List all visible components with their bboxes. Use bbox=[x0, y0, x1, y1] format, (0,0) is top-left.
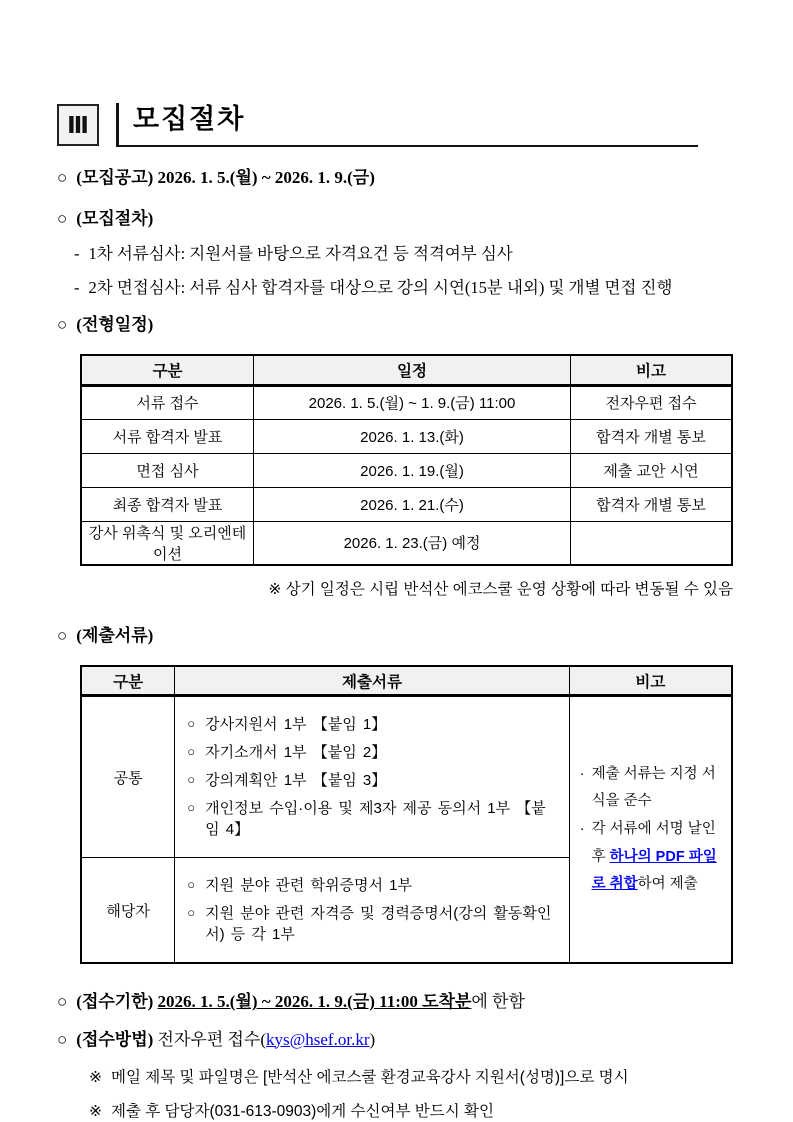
circle-bullet-icon: ○ bbox=[187, 772, 196, 788]
deadline-value: 2026. 1. 5.(월) ~ 2026. 1. 9.(금) 11:00 도착분 bbox=[157, 992, 472, 1012]
procedure-heading: (모집절차) bbox=[76, 209, 154, 229]
table-row bbox=[81, 487, 732, 521]
table-cell: 2026. 1. 21.(수) bbox=[254, 487, 571, 521]
circle-bullet-icon: ○ bbox=[57, 209, 68, 229]
method-label: (접수방법) bbox=[76, 1029, 154, 1049]
document-item-text: 자기소개서 1부 【붙임 2】 bbox=[205, 744, 387, 762]
circle-bullet-icon: ○ bbox=[187, 905, 196, 921]
table-cell: 전자우편 접수 bbox=[571, 385, 732, 419]
bullet-schedule bbox=[57, 314, 735, 335]
table-cell: 면접 심사 bbox=[81, 453, 254, 487]
dash-bullet-icon: - bbox=[74, 243, 80, 263]
document-item-text: 지원 분야 관련 자격증 및 경력증명서(강의 활동확인서) 등 각 1부 bbox=[205, 905, 552, 944]
table-cell bbox=[571, 521, 732, 565]
documents-header-category: 구분 bbox=[81, 666, 175, 696]
documents-table bbox=[80, 665, 733, 965]
schedule-heading: (전형일정) bbox=[76, 314, 154, 334]
schedule-table bbox=[80, 354, 733, 566]
circle-bullet-icon: ○ bbox=[57, 168, 68, 187]
table-row bbox=[81, 385, 732, 419]
deadline-label: (접수기한) bbox=[76, 992, 154, 1012]
table-row bbox=[81, 521, 732, 565]
document-item-text: 강의계획안 1부 【붙임 3】 bbox=[205, 772, 387, 790]
document-item-text: 개인정보 수입·이용 및 제3자 제공 동의서 1부 【붙임 4】 bbox=[205, 800, 546, 839]
bullet-documents bbox=[57, 625, 735, 646]
document-item-text: 지원 분야 관련 학위증명서 1부 bbox=[205, 877, 412, 895]
dot-bullet-icon: · bbox=[579, 765, 585, 782]
category-cell: 공통 bbox=[81, 696, 175, 858]
documents-header-docs: 제출서류 bbox=[175, 666, 570, 696]
table-cell: 2026. 1. 13.(화) bbox=[254, 419, 571, 453]
method-line bbox=[76, 1029, 375, 1050]
remark-line bbox=[580, 816, 721, 899]
circle-bullet-icon: ○ bbox=[57, 314, 68, 334]
announce-period-text: (모집공고) 2026. 1. 5.(월) ~ 2026. 1. 9.(금) bbox=[76, 168, 375, 187]
table-cell: 2026. 1. 19.(월) bbox=[254, 453, 571, 487]
circle-bullet-icon: ○ bbox=[187, 877, 196, 893]
bullet-method bbox=[57, 1029, 735, 1050]
document-item-text: 강사지원서 1부 【붙임 1】 bbox=[205, 716, 387, 734]
document-item bbox=[187, 770, 557, 791]
category-cell: 해당자 bbox=[81, 858, 175, 964]
remark-cell bbox=[569, 696, 732, 964]
deadline-suffix: 에 한함 bbox=[471, 992, 525, 1012]
document-item bbox=[187, 903, 557, 945]
bullet-announce-period bbox=[57, 167, 735, 188]
procedure-step-2-text: 2차 면접심사: 서류 심사 합격자를 대상으로 강의 시연(15분 내외) 및 개별 면접 진행 bbox=[88, 278, 673, 298]
circle-bullet-icon: ○ bbox=[187, 800, 196, 816]
table-cell: 최종 합격자 발표 bbox=[81, 487, 254, 521]
schedule-header-category: 구분 bbox=[81, 355, 254, 385]
procedure-step-1-text: 1차 서류심사: 지원서를 바탕으로 자격요건 등 적격여부 심사 bbox=[88, 243, 513, 263]
table-row-common bbox=[81, 696, 732, 858]
document-item bbox=[187, 875, 557, 896]
table-cell: 서류 접수 bbox=[81, 385, 254, 419]
table-row bbox=[81, 453, 732, 487]
circle-bullet-icon: ○ bbox=[57, 992, 68, 1012]
circle-bullet-icon: ○ bbox=[57, 1029, 68, 1049]
dot-bullet-icon: · bbox=[579, 820, 585, 837]
note-confirm-text: 제출 후 담당자(031-613-0903)에게 수신여부 반드시 확인 bbox=[111, 1102, 494, 1120]
table-row bbox=[81, 419, 732, 453]
section-header bbox=[57, 103, 735, 147]
schedule-header-date: 일정 bbox=[254, 355, 571, 385]
page-title: 모집절차 bbox=[133, 104, 246, 134]
schedule-note: ※ 상기 일정은 시립 반석산 에코스쿨 운영 상황에 따라 변동될 수 있음 bbox=[268, 580, 733, 598]
documents-header-remark: 비고 bbox=[569, 666, 732, 696]
procedure-step-2 bbox=[57, 278, 735, 299]
table-cell: 제출 교안 시연 bbox=[571, 453, 732, 487]
schedule-header-remark: 비고 bbox=[571, 355, 732, 385]
documents-header-row bbox=[81, 666, 732, 696]
eligible-items-cell bbox=[175, 858, 570, 964]
note-filename-text: 메일 제목 및 파일명은 [반석산 에코스쿨 환경교육강사 지원서(성명)]으로 명시 bbox=[111, 1068, 629, 1086]
table-cell: 합격자 개별 통보 bbox=[571, 419, 732, 453]
schedule-header-row bbox=[81, 355, 732, 385]
circle-bullet-icon: ○ bbox=[187, 716, 196, 732]
table-cell: 강사 위촉식 및 오리엔테이션 bbox=[81, 521, 254, 565]
circle-bullet-icon: ○ bbox=[187, 744, 196, 760]
note-marker-icon: ※ bbox=[89, 1068, 102, 1086]
bullet-deadline bbox=[57, 991, 735, 1012]
common-items-cell bbox=[175, 696, 570, 858]
note-line-filename bbox=[57, 1068, 735, 1088]
remark-line bbox=[580, 761, 721, 816]
procedure-step-1 bbox=[57, 244, 735, 265]
section-number: Ⅲ bbox=[67, 111, 89, 138]
table-cell: 2026. 1. 23.(금) 예정 bbox=[254, 521, 571, 565]
note-marker-icon: ※ bbox=[89, 1102, 102, 1120]
deadline-line bbox=[76, 991, 525, 1012]
document-item bbox=[187, 714, 557, 735]
dash-bullet-icon: - bbox=[74, 278, 80, 298]
method-suffix: ) bbox=[369, 1029, 376, 1049]
circle-bullet-icon: ○ bbox=[57, 625, 68, 645]
table-cell: 합격자 개별 통보 bbox=[571, 487, 732, 521]
email-link[interactable]: kys@hsef.or.kr bbox=[266, 1029, 370, 1049]
remark-line-1-text: 제출 서류는 지정 서식을 준수 bbox=[591, 765, 716, 810]
note-line-confirm bbox=[57, 1102, 735, 1122]
bullet-procedure bbox=[57, 208, 735, 229]
table-cell: 2026. 1. 5.(월) ~ 1. 9.(금) 11:00 bbox=[254, 385, 571, 419]
documents-heading: (제출서류) bbox=[76, 625, 154, 645]
remark-line-2-text: 각 서류에 서명 날인 후 하나의 PDF 파일로 취합하여 제출 bbox=[591, 820, 717, 893]
title-block bbox=[116, 103, 698, 147]
method-prefix: 전자우편 접수( bbox=[157, 1029, 266, 1049]
section-number-box bbox=[57, 104, 99, 146]
document-item bbox=[187, 798, 557, 840]
pdf-merge-highlight: 하나의 PDF 파일로 취합 bbox=[591, 848, 717, 893]
document-item bbox=[187, 742, 557, 763]
table-cell: 서류 합격자 발표 bbox=[81, 419, 254, 453]
